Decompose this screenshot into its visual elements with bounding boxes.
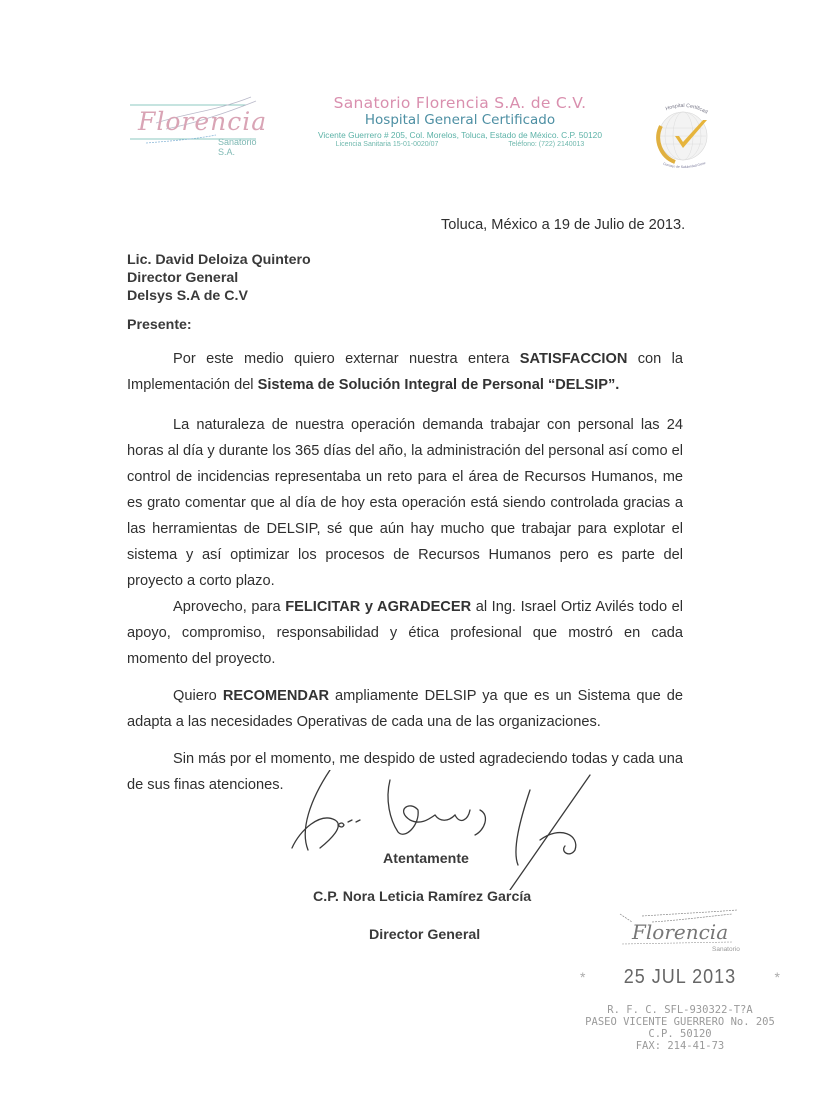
certification-seal-icon xyxy=(645,96,721,172)
paragraph-text: Aprovecho, para xyxy=(173,599,286,615)
company-address: Vicente Guerrero # 205, Col. Morelos, Toluca, Estado de México. C.P. 50120 xyxy=(318,130,602,140)
seal-bottom-text: Consejo de Salubridad Gene xyxy=(662,160,707,170)
company-name: Sanatorio Florencia S.A. de C.V. xyxy=(333,94,587,112)
stamp-postal-code: C.P. 50120 xyxy=(648,1028,712,1040)
received-date-stamp xyxy=(580,966,780,987)
paragraph-text: con la Implementación del xyxy=(127,351,684,393)
stamp-logo-subtitle: Sanatorio xyxy=(712,946,740,953)
star-icon: * xyxy=(580,968,586,985)
recipient-block xyxy=(127,251,311,305)
paragraph xyxy=(127,412,683,594)
recipient-company: Delsys S.A de C.V xyxy=(127,288,248,304)
paragraph xyxy=(127,683,683,735)
emphasized-text: Sistema de Solución Integral de Personal “DELSIP”. xyxy=(257,377,620,393)
emphasized-text: RECOMENDAR xyxy=(222,688,330,704)
paragraph xyxy=(127,746,683,798)
letterhead-center xyxy=(290,94,630,149)
stamp-details xyxy=(560,1004,800,1052)
logo-script-text: Florencia xyxy=(138,107,268,136)
license-phone-row xyxy=(290,140,630,149)
signer-name: C.P. Nora Leticia Ramírez García xyxy=(313,889,532,905)
signer-title: Director General xyxy=(369,927,481,943)
paragraph-text: La naturaleza de nuestra operación demanda trabajar con personal las 24 horas al día y durante los 365 días del año, la administración del personal así como el control de incidencias representaba un reto para el área de Recursos Humanos, me es grato comentar que al día de hoy esta operación está siendo controlada gracias a las herramientas de DELSIP, sé que aún hay mucho que trabajar para explotar el sistema y así optimizar los procesos de Recursos Humanos pero es parte del proyecto a corto plazo. xyxy=(127,417,683,589)
paragraph-text: Por este medio quiero externar nuestra entera xyxy=(173,351,520,367)
star-icon: * xyxy=(774,968,780,985)
company-tagline: Hospital General Certificado xyxy=(364,112,556,128)
stamp-date-text: 25 JUL 2013 xyxy=(623,964,737,988)
paragraph-text: Sin más por el momento, me despido de usted agradeciendo todas y cada una de sus finas atenciones. xyxy=(127,751,683,793)
stamp-logo xyxy=(612,908,742,958)
recipient-name: Lic. David Deloiza Quintero xyxy=(127,252,311,268)
license-number: Licencia Sanitaria 15-01-0020/07 xyxy=(335,141,439,148)
salutation: Presente: xyxy=(127,317,192,333)
sanatorio-florencia-logo xyxy=(126,93,276,157)
emphasized-text: SATISFACCION xyxy=(519,351,628,367)
closing-text: Atentamente xyxy=(383,851,469,867)
letter-date: Toluca, México a 19 de Julio de 2013. xyxy=(441,217,686,233)
emphasized-text: FELICITAR y AGRADECER xyxy=(285,599,472,615)
paragraph xyxy=(127,594,683,672)
paragraph-text: ampliamente DELSIP ya que es un Sistema que de adapta a las necesidades Operativas de cada una de las organizaciones. xyxy=(127,688,683,730)
stamp-logo-script: Florencia xyxy=(632,920,729,944)
stamp-rfc: R. F. C. SFL-930322-T?A xyxy=(607,1004,753,1016)
logo-subtitle: Sanatorio S.A. xyxy=(218,137,257,157)
paragraph-text: al Ing. Israel Ortiz Avilés todo el apoyo, compromiso, responsabilidad y ética profesional que mostró en cada momento del proyecto. xyxy=(127,599,683,667)
paragraph xyxy=(127,346,683,398)
stamp-address: PASEO VICENTE GUERRERO No. 205 xyxy=(585,1016,775,1028)
paragraph-text: Quiero xyxy=(173,688,223,704)
phone-number: Teléfono: (722) 2140013 xyxy=(508,141,585,148)
seal-top-text: Hospital Certificad xyxy=(664,102,709,116)
stamp-fax: FAX: 214-41-73 xyxy=(635,1040,725,1052)
recipient-title: Director General xyxy=(127,270,239,286)
